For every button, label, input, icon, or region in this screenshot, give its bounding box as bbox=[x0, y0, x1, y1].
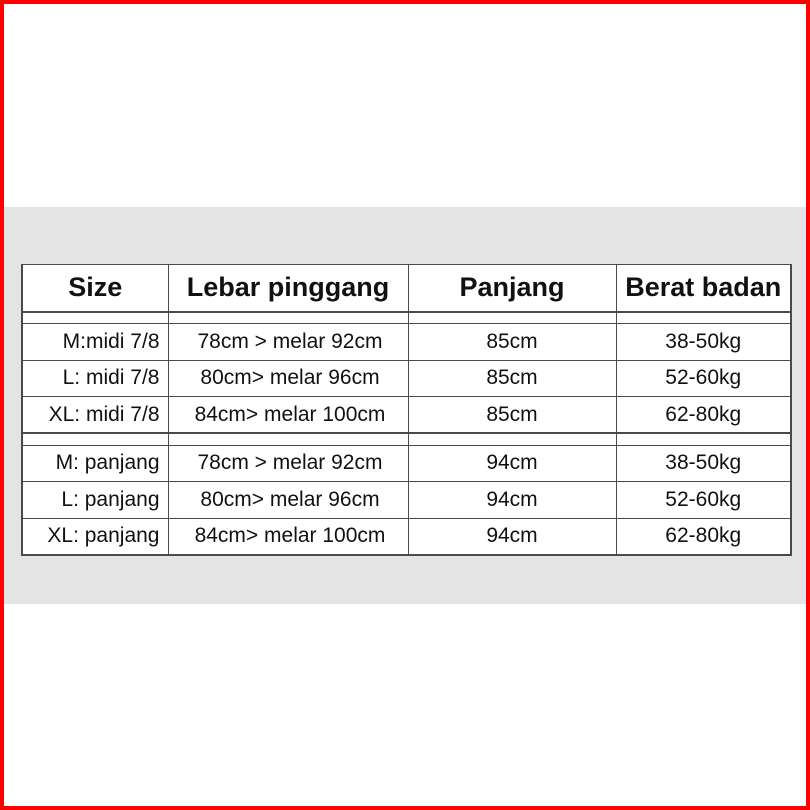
cell-lebar-pinggang: 78cm > melar 92cm bbox=[168, 324, 408, 360]
header-berat-badan: Berat badan bbox=[616, 265, 791, 312]
cell-berat-badan: 52-60kg bbox=[616, 360, 791, 396]
cell-panjang: 94cm bbox=[408, 445, 616, 481]
cell-berat-badan: 62-80kg bbox=[616, 396, 791, 433]
cell-lebar-pinggang: 84cm> melar 100cm bbox=[168, 518, 408, 555]
header-lebar-pinggang: Lebar pinggang bbox=[168, 265, 408, 312]
cell-panjang: 85cm bbox=[408, 396, 616, 433]
table-row bbox=[22, 360, 791, 396]
cell-lebar-pinggang: 84cm> melar 100cm bbox=[168, 396, 408, 433]
table-row bbox=[22, 518, 791, 555]
table-row bbox=[22, 445, 791, 481]
cell-lebar-pinggang: 80cm> melar 96cm bbox=[168, 360, 408, 396]
cell-lebar-pinggang: 80cm> melar 96cm bbox=[168, 482, 408, 518]
cell-size: M:midi 7/8 bbox=[22, 324, 168, 360]
cell-berat-badan: 38-50kg bbox=[616, 445, 791, 481]
cell-berat-badan: 38-50kg bbox=[616, 324, 791, 360]
table-row bbox=[22, 324, 791, 360]
table-row bbox=[22, 396, 791, 433]
size-chart-sheet bbox=[21, 264, 790, 556]
cell-lebar-pinggang: 78cm > melar 92cm bbox=[168, 445, 408, 481]
cell-panjang: 85cm bbox=[408, 324, 616, 360]
table-spacer-row bbox=[22, 433, 791, 445]
header-panjang: Panjang bbox=[408, 265, 616, 312]
table-row bbox=[22, 482, 791, 518]
table-spacer-row bbox=[22, 312, 791, 324]
cell-size: M: panjang bbox=[22, 445, 168, 481]
cell-panjang: 94cm bbox=[408, 482, 616, 518]
header-size: Size bbox=[22, 265, 168, 312]
cell-panjang: 94cm bbox=[408, 518, 616, 555]
cell-panjang: 85cm bbox=[408, 360, 616, 396]
cell-berat-badan: 62-80kg bbox=[616, 518, 791, 555]
cell-size: XL: panjang bbox=[22, 518, 168, 555]
size-chart-table bbox=[21, 264, 792, 556]
cell-size: L: panjang bbox=[22, 482, 168, 518]
cell-size: L: midi 7/8 bbox=[22, 360, 168, 396]
cell-berat-badan: 52-60kg bbox=[616, 482, 791, 518]
table-header-row bbox=[22, 265, 791, 312]
cell-size: XL: midi 7/8 bbox=[22, 396, 168, 433]
